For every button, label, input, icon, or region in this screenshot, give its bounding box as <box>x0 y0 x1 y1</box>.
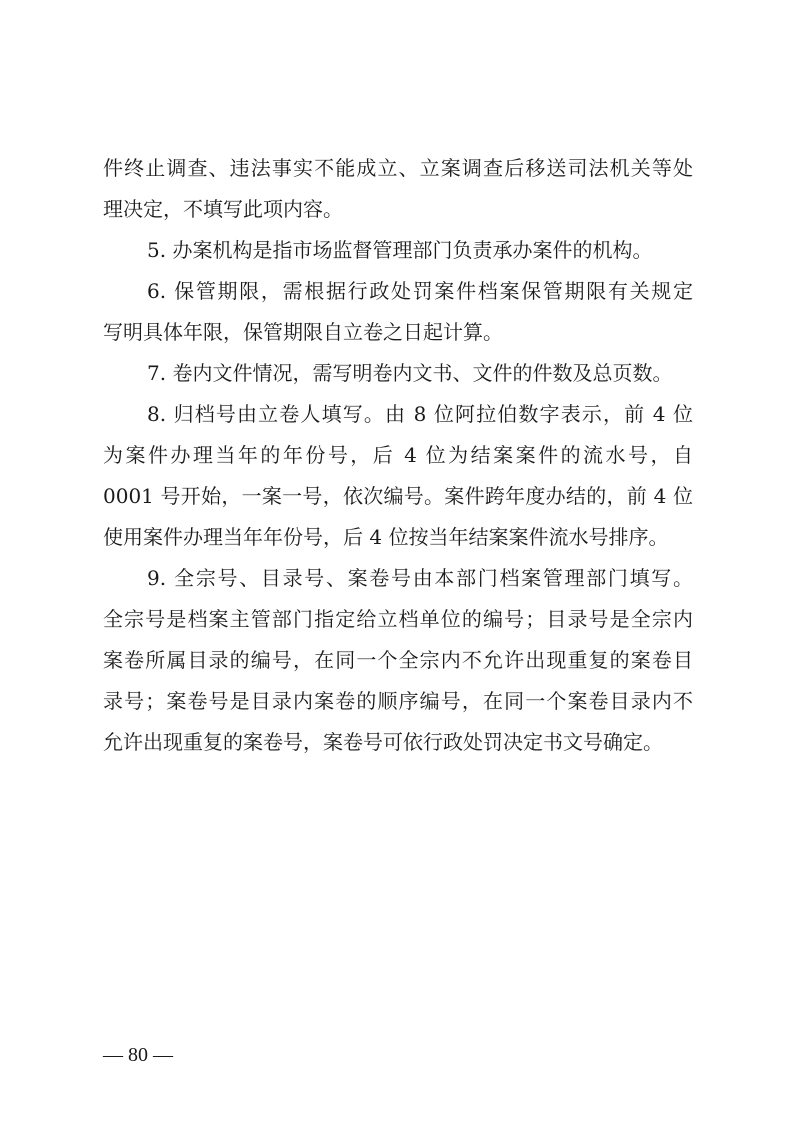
text-line: 理决定，不填写此项内容。 <box>103 197 343 221</box>
page-number: — 80 — <box>103 1044 173 1066</box>
text-line: 全宗号是档案主管部门指定给立档单位的编号；目录号是全宗内 <box>103 607 693 631</box>
text-line: 写明具体年限，保管期限自立卷之日起计算。 <box>103 320 503 344</box>
text-line-item-6: 6. 保管期限，需根据行政处罚案件档案保管期限有关规定 <box>147 279 693 303</box>
text-line: 录号；案卷号是目录内案卷的顺序编号，在同一个案卷目录内不 <box>103 689 693 713</box>
text-line: 0001 号开始，一案一号，依次编号。案件跨年度办结的，前 4 位 <box>103 484 693 508</box>
text-line: 件终止调查、违法事实不能成立、立案调查后移送司法机关等处 <box>103 156 693 180</box>
text-line-item-7: 7. 卷内文件情况，需写明卷内文书、文件的件数及总页数。 <box>147 361 673 385</box>
text-line: 使用案件办理当年年份号，后 4 位按当年结案案件流水号排序。 <box>103 525 669 549</box>
text-line-item-8: 8. 归档号由立卷人填写。由 8 位阿拉伯数字表示，前 4 位 <box>147 402 693 426</box>
text-line-item-5: 5. 办案机构是指市场监督管理部门负责承办案件的机构。 <box>147 238 653 262</box>
text-line: 为案件办理当年的年份号，后 4 位为结案案件的流水号，自 <box>103 443 693 467</box>
body-text <box>103 148 693 763</box>
text-line: 允许出现重复的案卷号，案卷号可依行政处罚决定书文号确定。 <box>103 730 663 754</box>
text-line: 案卷所属目录的编号，在同一个全宗内不允许出现重复的案卷目 <box>103 648 693 672</box>
text-line-item-9: 9. 全宗号、目录号、案卷号由本部门档案管理部门填写。 <box>147 566 693 590</box>
